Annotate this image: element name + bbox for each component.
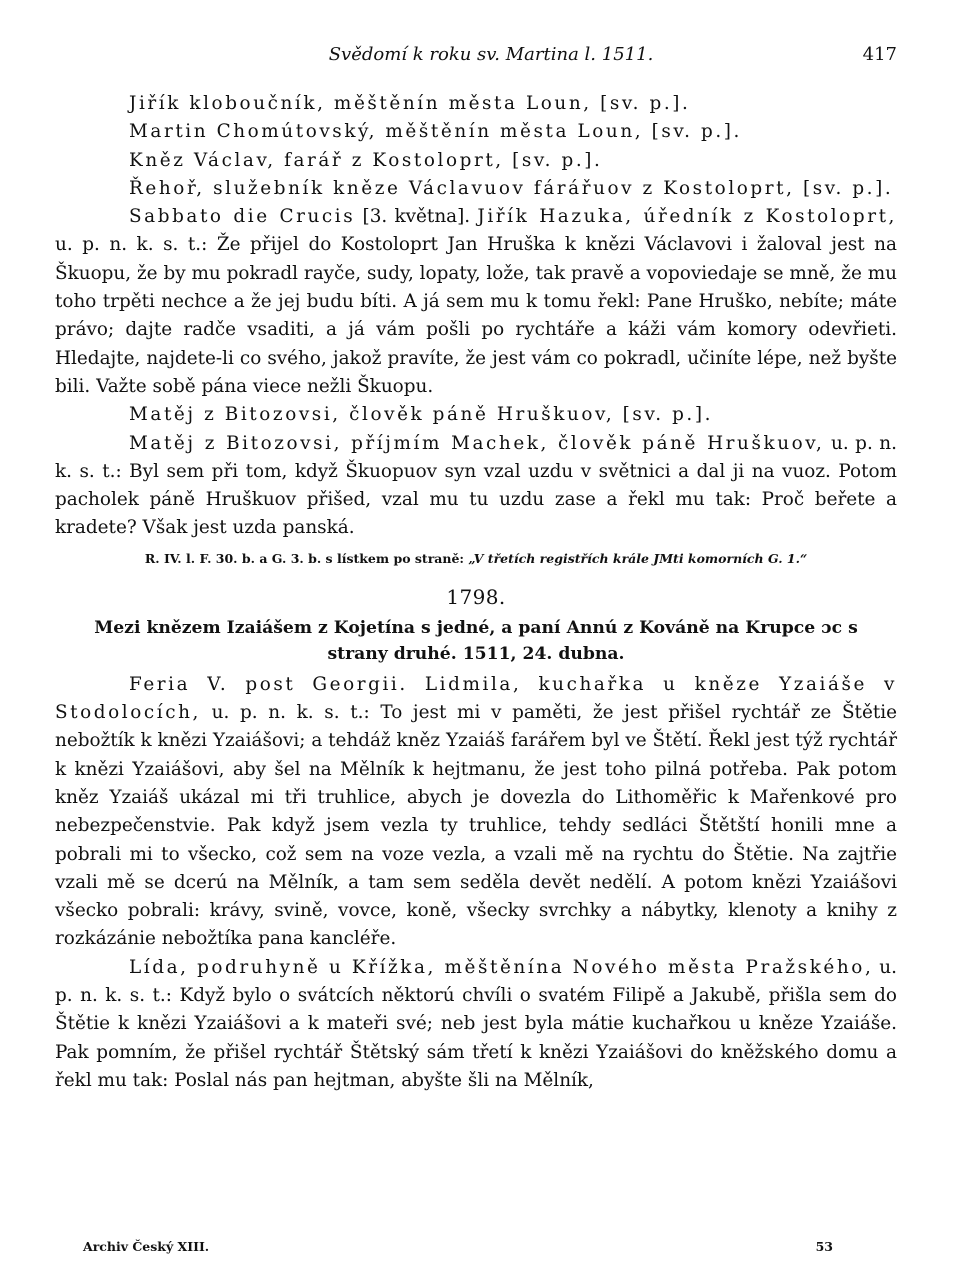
- body-text: [55, 90, 897, 1095]
- footer-volume: Archiv Český XIII.: [83, 1239, 210, 1254]
- witness-line: Kněz Václav, farář z Kostoloprt, [sv. p.].: [129, 149, 603, 171]
- testimony-text: u. p. n. k. s. t.: Když bylo o svátcích něktorú chvíli o svatém Filipě a Jakubě, přišla sem do Štětie k knězi Yzaiášovi a k mateři své; neb jest byla mátie kuchařkou u kněze Yzaiáše. Pak pomním, že přišel rychtář Štětský sám třetí k knězi Yzaiášovi do kněžského domu a řekl mu tak: Poslal nás pan hejtman, abyšte šli na Mělník,: [55, 956, 897, 1091]
- date-entry: Sabbato die Crucis: [129, 206, 356, 228]
- footer-sheet-number: 53: [815, 1239, 833, 1254]
- testimony-text: u. p. n. k. s. t.: To jest mi v paměti, že jest přišel rychtář ze Štětie nebožtík k knězi Yzaiášovi; a tehdáž kněz Yzaiáš farářem byl ve Štětí. Řekl jest týž rychtář k knězi Yzaiášovi, aby šel na Mělník k hejtmanu, že jest toho pilná potřeba. Pak potom kněz Yzaiáš ukázal mi tři truhlice, abych je dovezla do Lithoměřic k Mařenkové pro nebezpečenstvie. Pak když jsem vezla ty truhlice, tehdy sedláci Štětští honili mne a pobrali mi to všecko, což sem na voze vezla, a vzali mě na rychtu do Štětie. Na zajtřie vzali mě se dcerú na Mělník, a tam sem seděla devět nedělí. A potom knězi Yzaiášovi všecko pobrali: krávy, svině, vovce, koně, všecky svrchky a nábytky, klenoty a knihy z rozkázánie nebožtíka pana kancléře.: [55, 702, 897, 950]
- testimony-paragraph: [55, 430, 897, 543]
- document-heading: Mezi knězem Izaiášem z Kojetína s jedné, a paní Annú z Kováně na Krupce ɔc s strany druhé. 1511, 24. dubna.: [94, 617, 858, 664]
- witness-line: Řehoř, služebník kněze Václavuov fárářuov z Kostoloprt, [sv. p.].: [129, 177, 894, 199]
- testimony-text: u. p. n. k. s. t.: Byl sem při tom, když Škuopuov syn vzal uzdu v světnici a dal ji na vuoz. Potom pacholek páně Hruškuov přišed, vzal mu tu uzdu zase a řekl mu tak: Proč beřete a kradete? Však jest uzda panská.: [55, 432, 897, 539]
- page-number: 417: [862, 44, 897, 65]
- source-note: R. IV. l. F. 30. b. a G. 3. b. s lístkem po straně: „V třetích registřích krále JMti komorních G. 1.“: [144, 550, 808, 566]
- running-head: [55, 44, 897, 80]
- witness-name: Lidmila, kuchařka u kněze Yzaiáše v Stodolocích,: [55, 673, 898, 724]
- witness-name: Jiřík Hazuka, úředník z Kostoloprt,: [477, 206, 897, 228]
- witness-line: Jiřík kloboučník, měštěnín města Loun, [sv. p.].: [129, 93, 691, 114]
- testimony-paragraph: [55, 954, 897, 1095]
- running-title: Svědomí k roku sv. Martina l. 1511.: [328, 44, 654, 65]
- document-number: 1798.: [446, 584, 506, 609]
- witness-line: Martin Chomútovský, měštěnín města Loun, [sv. p.].: [129, 121, 742, 143]
- witness-name: Matěj z Bitozovsi, příjmím Machek, člověk páně Hruškuov,: [129, 432, 825, 454]
- date-entry: Feria V. post Georgii.: [129, 673, 408, 695]
- witness-line: Matěj z Bitozovsi, člověk páně Hruškuov, [sv. p.].: [129, 404, 714, 426]
- witness-name: Lída, podruhyně u Křížka, měštěnína Nového města Pražského,: [129, 956, 874, 978]
- testimony-paragraph: [55, 671, 897, 954]
- document-page: [55, 44, 897, 1259]
- date-note: [3. května].: [355, 206, 478, 228]
- testimony-paragraph: [55, 203, 897, 401]
- page-footer: [55, 1239, 897, 1259]
- testimony-text: u. p. n. k. s. t.: Že přijel do Kostoloprt Jan Hruška k knězi Václavovi i žaloval jest na Škuopu, že by mu pokradl rayče, sudy, lopaty, lože, tak pravě a vopoviedaje se mně, že mu toho trpěti nechce a že jej budu bíti. A já sem mu k tomu řekl: Pane Hruško, nebíte; máte právo; dajte radče vsaditi, a já vám pošli po rychtáře a káži vám komory odevřieti. Hledajte, najdete-li co svého, jakož pravíte, že jest vám co pokradl, učiníte lépe, než byšte bili. Važte sobě pána viece nežli Škuopu.: [55, 234, 897, 397]
